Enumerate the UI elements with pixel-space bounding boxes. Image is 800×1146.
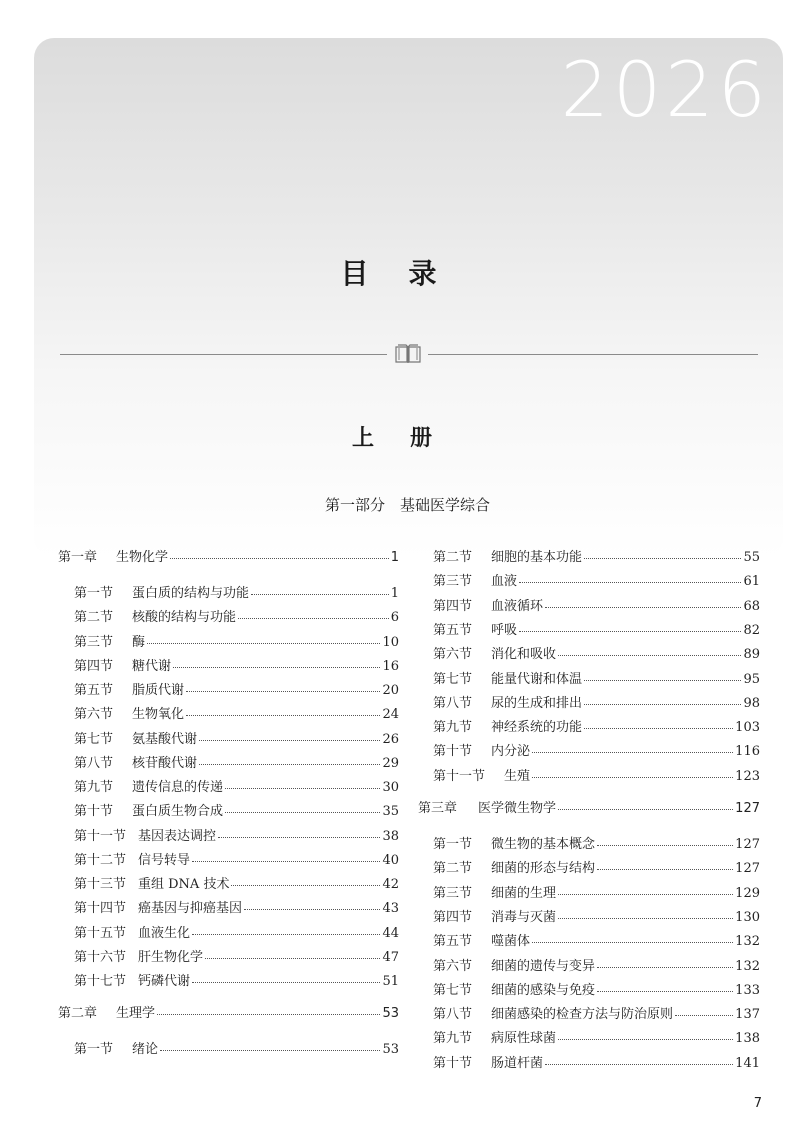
page-ref: 40 xyxy=(382,852,399,868)
year-watermark: 2026 xyxy=(560,45,770,134)
section-number: 第七节 xyxy=(433,982,473,998)
toc-chapter-row[interactable] xyxy=(418,800,760,818)
divider-line-right xyxy=(428,354,758,355)
page-ref: 30 xyxy=(382,780,399,795)
leader-dots xyxy=(186,690,380,692)
page-title: 目录 xyxy=(340,257,477,290)
section-title: 钙磷代谢 xyxy=(138,974,191,989)
section-title: 酶 xyxy=(132,634,146,650)
page-ref: 29 xyxy=(382,755,399,771)
leader-dots xyxy=(192,933,380,935)
toc-section-row[interactable] xyxy=(433,982,760,1000)
section-title: 尿的生成和排出 xyxy=(491,695,583,711)
leader-dots xyxy=(597,990,733,992)
section-title: 神经系统的功能 xyxy=(491,720,583,736)
page-ref: 98 xyxy=(743,695,760,711)
page-ref: 141 xyxy=(735,1055,760,1071)
leader-dots xyxy=(225,787,380,789)
page-ref: 35 xyxy=(382,804,399,820)
page-ref: 132 xyxy=(735,934,760,950)
leader-dots xyxy=(251,593,389,595)
page-ref: 103 xyxy=(735,720,760,736)
page-ref: 127 xyxy=(735,861,760,877)
section-title: 消毒与灭菌 xyxy=(491,909,557,925)
toc-section-row[interactable] xyxy=(433,743,760,761)
toc-section-row[interactable] xyxy=(74,609,399,627)
section-number: 第十七节 xyxy=(74,974,127,989)
section-number: 第二节 xyxy=(433,861,473,877)
section-number: 第三节 xyxy=(433,885,473,901)
chapter-number: 第三章 xyxy=(418,801,458,816)
page-ref: 127 xyxy=(735,801,760,816)
section-number: 第六节 xyxy=(433,958,473,974)
leader-dots xyxy=(160,1049,380,1051)
section-number: 第十四节 xyxy=(74,901,127,917)
toc-section-row[interactable] xyxy=(433,933,760,951)
toc-section-row[interactable] xyxy=(433,1055,760,1073)
page-ref: 127 xyxy=(735,837,760,852)
section-number: 第五节 xyxy=(433,934,473,950)
leader-dots xyxy=(519,581,741,583)
section-number: 第五节 xyxy=(74,683,114,698)
leader-dots xyxy=(532,751,733,753)
leader-dots xyxy=(173,666,380,668)
page-ref: 137 xyxy=(735,1007,760,1023)
section-title: 细菌的遗传与变异 xyxy=(491,958,596,974)
section-number: 第十节 xyxy=(433,1055,473,1071)
section-number: 第三节 xyxy=(74,634,114,650)
chapter-title: 生理学 xyxy=(116,1006,156,1022)
leader-dots xyxy=(597,868,733,870)
page-ref: 1 xyxy=(390,586,399,601)
leader-dots xyxy=(199,739,380,741)
toc-section-row[interactable] xyxy=(433,885,760,903)
section-number: 第八节 xyxy=(433,695,473,711)
leader-dots xyxy=(147,642,380,644)
page-ref: 53 xyxy=(382,1042,399,1058)
page-ref: 55 xyxy=(743,550,760,565)
page-ref: 42 xyxy=(382,877,399,892)
section-number: 第九节 xyxy=(433,720,473,736)
leader-dots xyxy=(558,917,733,919)
section-number: 第六节 xyxy=(74,707,114,723)
section-number: 第十五节 xyxy=(74,925,127,941)
section-title: 遗传信息的传递 xyxy=(132,780,224,795)
toc-section-row[interactable] xyxy=(74,658,399,676)
section-number: 第十六节 xyxy=(74,949,127,965)
leader-dots xyxy=(170,557,389,559)
page-ref: 133 xyxy=(735,982,760,998)
section-number: 第四节 xyxy=(433,598,473,614)
leader-dots xyxy=(199,763,380,765)
page-ref: 53 xyxy=(382,1006,399,1022)
page-ref: 10 xyxy=(382,634,399,650)
leader-dots xyxy=(675,1014,733,1016)
section-title: 蛋白质生物合成 xyxy=(132,804,224,820)
section-title: 病原性球菌 xyxy=(491,1031,557,1047)
page-ref: 6 xyxy=(390,610,399,626)
section-title: 生物氧化 xyxy=(132,707,185,723)
page-ref: 116 xyxy=(735,744,760,760)
page-ref: 20 xyxy=(382,683,399,698)
section-title: 肝生物化学 xyxy=(138,949,204,965)
page-ref: 16 xyxy=(382,658,399,674)
section-title: 绪论 xyxy=(132,1042,159,1058)
toc-section-row[interactable] xyxy=(433,909,760,927)
section-number: 第十节 xyxy=(74,804,114,820)
toc-section-row[interactable] xyxy=(74,900,399,918)
toc-section-row[interactable] xyxy=(74,949,399,967)
section-number: 第四节 xyxy=(433,909,473,925)
chapter-title: 医学微生物学 xyxy=(478,801,557,816)
section-title: 细菌的生理 xyxy=(491,885,557,901)
section-title: 血液生化 xyxy=(138,925,191,941)
page-ref: 51 xyxy=(382,974,399,989)
page-ref: 38 xyxy=(382,828,399,844)
leader-dots xyxy=(225,811,380,813)
section-number: 第十节 xyxy=(433,744,473,760)
open-book-icon xyxy=(394,343,422,365)
toc-section-row[interactable] xyxy=(74,1041,399,1059)
chapter-number: 第二章 xyxy=(58,1006,98,1022)
divider-line-left xyxy=(60,354,387,355)
leader-dots xyxy=(157,1013,380,1015)
leader-dots xyxy=(244,908,380,910)
page-ref: 130 xyxy=(735,909,760,925)
leader-dots xyxy=(584,727,733,729)
toc-section-row[interactable] xyxy=(433,860,760,878)
section-title: 脂质代谢 xyxy=(132,683,185,698)
section-title: 内分泌 xyxy=(491,744,531,760)
leader-dots xyxy=(205,957,380,959)
leader-dots xyxy=(597,966,733,968)
section-number: 第四节 xyxy=(74,658,114,674)
leader-dots xyxy=(238,617,389,619)
section-title: 核酸的结构与功能 xyxy=(132,610,237,626)
leader-dots xyxy=(558,1038,733,1040)
leader-dots xyxy=(532,776,733,778)
toc-section-row[interactable] xyxy=(433,695,760,713)
toc-section-row[interactable] xyxy=(74,585,399,603)
leader-dots xyxy=(584,679,741,681)
page-ref: 132 xyxy=(735,958,760,974)
section-title: 重组 DNA 技术 xyxy=(138,877,230,892)
section-number: 第十一节 xyxy=(433,768,486,784)
page-ref: 61 xyxy=(743,574,760,590)
page-ref: 89 xyxy=(743,647,760,663)
leader-dots xyxy=(558,654,741,656)
page-ref: 44 xyxy=(382,925,399,941)
toc-section-row[interactable] xyxy=(433,958,760,976)
toc-section-row[interactable] xyxy=(433,549,760,567)
toc-section-row[interactable] xyxy=(74,973,399,991)
section-number: 第十三节 xyxy=(74,877,127,892)
section-number: 第十二节 xyxy=(74,852,127,868)
section-title: 细菌的形态与结构 xyxy=(491,861,596,877)
section-number: 第一节 xyxy=(433,837,473,852)
toc-section-row[interactable] xyxy=(433,622,760,640)
section-title: 癌基因与抑癌基因 xyxy=(138,901,243,917)
part-title: 第一部分 基础医学综合 xyxy=(324,496,490,514)
leader-dots xyxy=(186,714,380,716)
page-ref: 1 xyxy=(390,550,399,565)
toc-section-row[interactable] xyxy=(433,1030,760,1048)
toc-section-row[interactable] xyxy=(74,852,399,870)
leader-dots xyxy=(584,557,741,559)
section-title: 核苷酸代谢 xyxy=(132,755,198,771)
section-title: 信号转导 xyxy=(138,852,191,868)
section-number: 第九节 xyxy=(433,1031,473,1047)
toc-section-row[interactable] xyxy=(433,836,760,854)
toc-section-row[interactable] xyxy=(74,634,399,652)
page-ref: 123 xyxy=(735,768,760,784)
page-ref: 82 xyxy=(743,622,760,638)
section-number: 第九节 xyxy=(74,780,114,795)
section-title: 细菌的感染与免疫 xyxy=(491,982,596,998)
chapter-number: 第一章 xyxy=(58,550,98,565)
page-ref: 95 xyxy=(743,671,760,687)
chapter-title: 生物化学 xyxy=(116,550,169,565)
leader-dots xyxy=(532,941,733,943)
toc-section-row[interactable] xyxy=(74,779,399,797)
page-ref: 43 xyxy=(382,901,399,917)
toc-section-row[interactable] xyxy=(74,828,399,846)
page-ref: 129 xyxy=(735,885,760,901)
leader-dots xyxy=(231,884,380,886)
section-number: 第十一节 xyxy=(74,828,127,844)
section-number: 第六节 xyxy=(433,647,473,663)
section-title: 基因表达调控 xyxy=(138,828,217,844)
section-title: 肠道杆菌 xyxy=(491,1055,544,1071)
page-ref: 68 xyxy=(743,598,760,614)
page-number: 7 xyxy=(753,1096,762,1111)
leader-dots xyxy=(584,703,741,705)
toc-section-row[interactable] xyxy=(433,768,760,786)
section-title: 血液 xyxy=(491,574,518,590)
section-number: 第八节 xyxy=(74,755,114,771)
toc-section-row[interactable] xyxy=(433,1006,760,1024)
toc-section-row[interactable] xyxy=(433,573,760,591)
section-number: 第二节 xyxy=(433,550,473,565)
section-title: 呼吸 xyxy=(491,622,518,638)
toc-section-row[interactable] xyxy=(74,755,399,773)
section-number: 第三节 xyxy=(433,574,473,590)
section-number: 第二节 xyxy=(74,610,114,626)
section-title: 噬菌体 xyxy=(491,934,531,950)
section-title: 能量代谢和体温 xyxy=(491,671,583,687)
toc-section-row[interactable] xyxy=(74,925,399,943)
section-title: 细菌感染的检查方法与防治原则 xyxy=(491,1007,674,1023)
leader-dots xyxy=(545,606,741,608)
section-number: 第八节 xyxy=(433,1007,473,1023)
section-title: 微生物的基本概念 xyxy=(491,837,596,852)
page-ref: 24 xyxy=(382,707,399,723)
section-title: 血液循环 xyxy=(491,598,544,614)
toc-section-row[interactable] xyxy=(74,731,399,749)
section-number: 第七节 xyxy=(433,671,473,687)
leader-dots xyxy=(545,1063,733,1065)
toc-section-row[interactable] xyxy=(74,682,399,700)
toc-section-row[interactable] xyxy=(74,876,399,894)
section-title: 细胞的基本功能 xyxy=(491,550,583,565)
leader-dots xyxy=(192,981,380,983)
leader-dots xyxy=(597,844,733,846)
section-number: 第五节 xyxy=(433,622,473,638)
section-number: 第一节 xyxy=(74,586,114,601)
toc-section-row[interactable] xyxy=(74,803,399,821)
volume-title: 上册 xyxy=(351,426,468,451)
toc-section-row[interactable] xyxy=(433,719,760,737)
leader-dots xyxy=(558,808,733,810)
page-ref: 47 xyxy=(382,949,399,965)
page-ref: 138 xyxy=(735,1031,760,1047)
toc-section-row[interactable] xyxy=(74,706,399,724)
leader-dots xyxy=(519,630,741,632)
section-title: 蛋白质的结构与功能 xyxy=(132,586,250,601)
section-number: 第七节 xyxy=(74,731,114,747)
toc-section-row[interactable] xyxy=(433,598,760,616)
toc-section-row[interactable] xyxy=(433,646,760,664)
leader-dots xyxy=(192,860,380,862)
page-ref: 26 xyxy=(382,731,399,747)
leader-dots xyxy=(218,836,380,838)
section-number: 第一节 xyxy=(74,1042,114,1058)
section-title: 糖代谢 xyxy=(132,658,172,674)
toc-chapter-row[interactable] xyxy=(58,549,399,567)
toc-chapter-row[interactable] xyxy=(58,1005,399,1023)
section-title: 消化和吸收 xyxy=(491,647,557,663)
section-title: 生殖 xyxy=(504,768,531,784)
toc-section-row[interactable] xyxy=(433,671,760,689)
leader-dots xyxy=(558,893,733,895)
section-title: 氨基酸代谢 xyxy=(132,731,198,747)
